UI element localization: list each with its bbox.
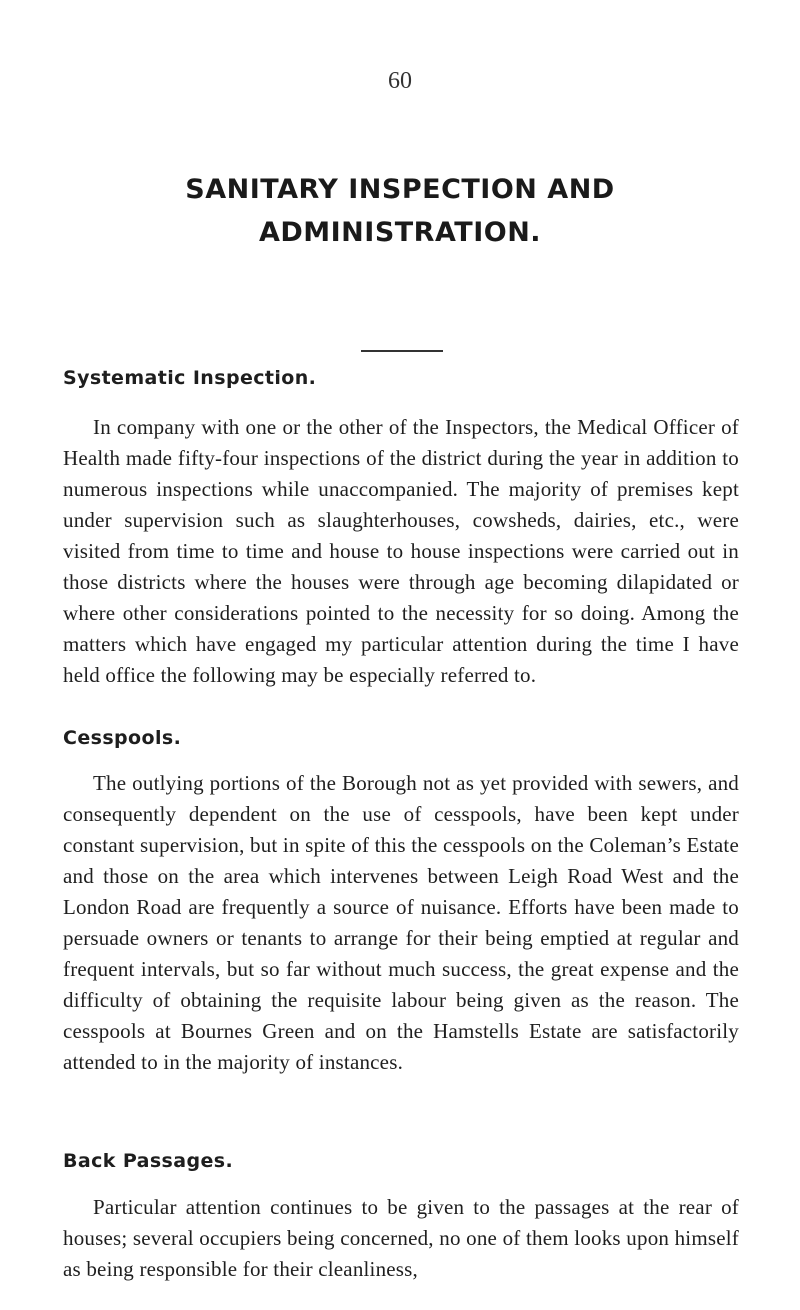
title-divider xyxy=(361,350,443,352)
paragraph-cesspools: The outlying portions of the Borough not as yet provided with sewers, and consequently dependent on the use of cesspools, have been kept under constant supervision, but in spite of this the cesspools on the Coleman’s Estate and those on the area which intervenes between Leigh Road West and the London Road are frequently a source of nuisance. Efforts have been made to persuade owners or tenants to arrange for their being emptied at regular and frequent intervals, but so far without much success, the great expense and the difficulty of obtaining the requisite labour being given as the reason. The cesspools at Bournes Green and on the Hamstells Estate are satisfactorily attended to in the majority of instances. xyxy=(63,771,739,1074)
page-title: SANITARY INSPECTION AND ADMINISTRATION. xyxy=(185,174,615,248)
page-number: 60 xyxy=(388,68,412,94)
section-heading-systematic-inspection: Systematic Inspection. xyxy=(63,367,317,389)
paragraph-back-passages: Particular attention continues to be given to the passages at the rear of houses; several occupiers being concerned, no one of them looks upon himself as being responsible for their cleanliness, xyxy=(63,1195,739,1281)
section-heading-back-passages: Back Passages. xyxy=(63,1150,234,1172)
paragraph-systematic-inspection: In company with one or the other of the Inspectors, the Medical Officer of Health made fifty-four inspections of the district during the year in addition to numerous inspections while unaccompanied. The majority of premises kept under supervision such as slaughterhouses, cowsheds, dairies, etc., were visited from time to time and house to house inspections were carried out in those districts where the houses were through age becoming dilapidated or where other considerations pointed to the necessity for so doing. Among the matters which have engaged my particular attention during the time I have held office the following may be especially referred to. xyxy=(63,415,739,687)
section-heading-cesspools: Cesspools. xyxy=(63,727,182,749)
